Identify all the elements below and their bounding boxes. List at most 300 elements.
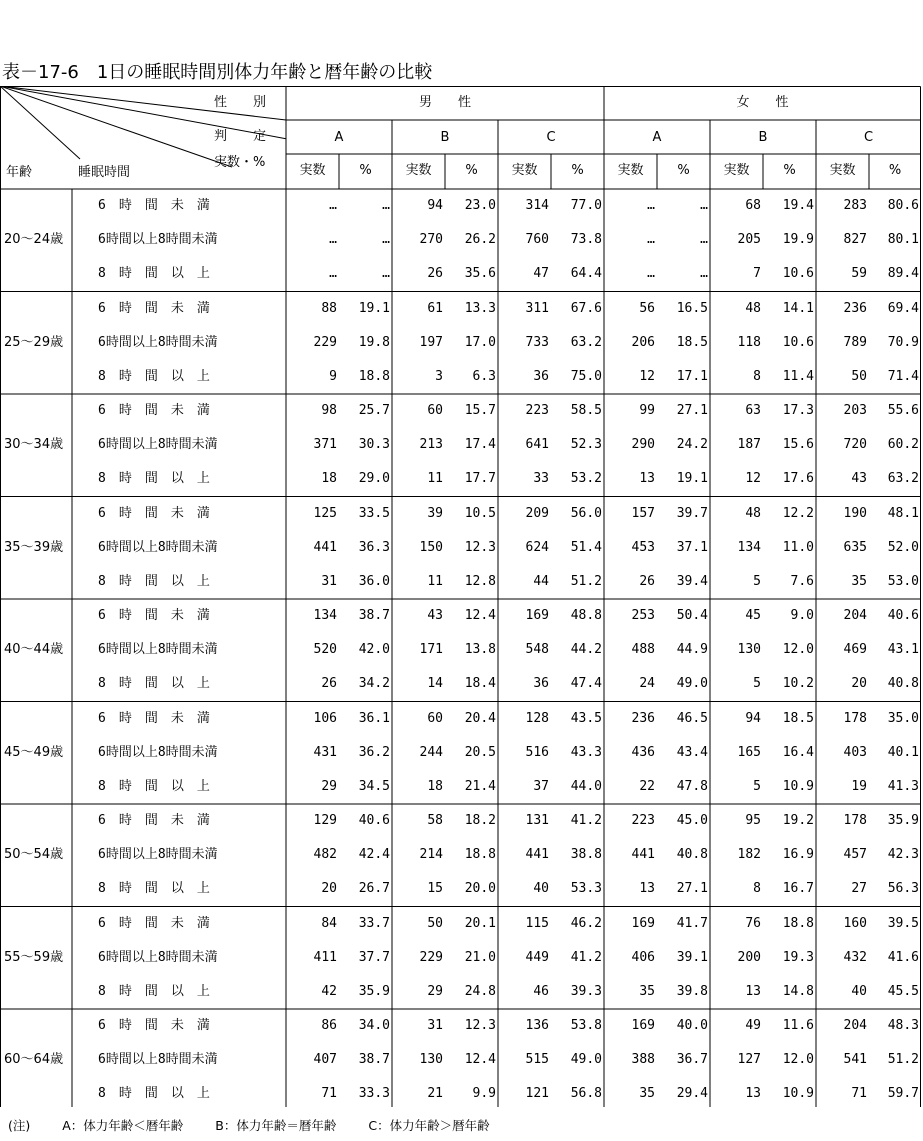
table-cell: 41.3 xyxy=(887,778,919,794)
table-cell: 13 xyxy=(639,471,655,487)
table-cell: 733 xyxy=(525,334,549,350)
header-grade: A xyxy=(334,130,344,145)
table-cell: 641 xyxy=(525,437,549,453)
header-judge-label: 判 定 xyxy=(214,129,267,144)
sleep-category-label: 6時間以上8時間未満 xyxy=(98,1052,218,1068)
table-cell: 16.4 xyxy=(782,744,814,760)
table-cell: 71 xyxy=(321,1086,337,1102)
table-cell: 19.3 xyxy=(782,949,814,965)
table-cell: 68 xyxy=(745,198,761,214)
table-cell: 40.1 xyxy=(887,744,919,760)
table-cell: 40.0 xyxy=(676,1018,708,1034)
table-cell: 200 xyxy=(737,949,761,965)
table-cell: 35.0 xyxy=(887,710,919,726)
table-cell: 35.6 xyxy=(464,266,496,282)
table-cell: 43 xyxy=(427,608,443,624)
table-cell: 131 xyxy=(525,813,549,829)
table-cell: 127 xyxy=(737,1052,761,1068)
table-note xyxy=(8,1116,518,1134)
table-cell: 106 xyxy=(313,710,337,726)
table-cell: 5 xyxy=(753,778,761,794)
table-cell: 827 xyxy=(843,232,867,248)
note-label: (注) xyxy=(8,1118,31,1133)
sleep-category-label: 6時間以上8時間未満 xyxy=(98,232,218,248)
table-cell: 9.9 xyxy=(472,1086,496,1102)
table-cell: 49.0 xyxy=(570,1052,602,1068)
table-cell: 197 xyxy=(419,334,443,350)
sleep-category-label: 6 時 間 未 満 xyxy=(98,403,210,419)
sleep-category-label: 6 時 間 未 満 xyxy=(98,813,210,829)
table-cell: 30.3 xyxy=(358,437,390,453)
table-cell: 37.7 xyxy=(358,949,390,965)
table-cell: 67.6 xyxy=(570,300,602,316)
header-count-col: 実数 xyxy=(829,163,856,178)
table-cell: 36.2 xyxy=(358,744,390,760)
table-cell: 7.6 xyxy=(790,573,814,589)
table-cell: 11.0 xyxy=(782,539,814,555)
table-cell: 136 xyxy=(525,1018,549,1034)
table-cell: 21.0 xyxy=(464,949,496,965)
table-cell: 431 xyxy=(313,744,337,760)
table-cell: … xyxy=(329,232,337,248)
age-group-label: 55～59歳 xyxy=(4,949,64,965)
table-cell: 432 xyxy=(843,949,867,965)
table-cell: 371 xyxy=(313,437,337,453)
table-cell: 5 xyxy=(753,676,761,692)
header-pct-col: % xyxy=(888,163,902,178)
table-cell: 11.6 xyxy=(782,1018,814,1034)
table-cell: 76 xyxy=(745,915,761,931)
table-cell: 160 xyxy=(843,915,867,931)
table-cell: 86 xyxy=(321,1018,337,1034)
table-cell: 20.4 xyxy=(464,710,496,726)
table-cell: … xyxy=(382,198,390,214)
table-cell: 214 xyxy=(419,847,443,863)
table-cell: 157 xyxy=(631,505,655,521)
table-cell: 40.6 xyxy=(887,608,919,624)
table-cell: 9.0 xyxy=(790,608,814,624)
header-age-label: 年齢 xyxy=(6,165,33,180)
table-cell: 27 xyxy=(851,881,867,897)
table-cell: … xyxy=(647,266,655,282)
table-cell: 548 xyxy=(525,642,549,658)
table-cell: 63.2 xyxy=(570,334,602,350)
table-cell: … xyxy=(700,266,708,282)
table-cell: 41.2 xyxy=(570,949,602,965)
table-cell: 10.2 xyxy=(782,676,814,692)
table-cell: 436 xyxy=(631,744,655,760)
table-cell: 64.4 xyxy=(570,266,602,282)
table-cell: 457 xyxy=(843,847,867,863)
table-cell: 236 xyxy=(843,300,867,316)
table-cell: 150 xyxy=(419,539,443,555)
table-cell: 51.4 xyxy=(570,539,602,555)
table-cell: 94 xyxy=(427,198,443,214)
table-cell: 15 xyxy=(427,881,443,897)
table-cell: 71.4 xyxy=(887,368,919,384)
table-cell: 44 xyxy=(533,573,549,589)
table-cell: 13.8 xyxy=(464,642,496,658)
table-cell: 14.1 xyxy=(782,300,814,316)
table-cell: 14.8 xyxy=(782,983,814,999)
table-cell: … xyxy=(329,266,337,282)
sleep-category-label: 6時間以上8時間未満 xyxy=(98,334,218,350)
table-cell: 204 xyxy=(843,608,867,624)
table-cell: 52.0 xyxy=(887,539,919,555)
header-grade: C xyxy=(546,130,556,145)
table-cell: 25.7 xyxy=(358,403,390,419)
table-cell: 311 xyxy=(525,300,549,316)
sleep-category-label: 8 時 間 以 上 xyxy=(98,778,210,794)
table-cell: 15.6 xyxy=(782,437,814,453)
table-cell: 6.3 xyxy=(472,368,496,384)
table-cell: 24.2 xyxy=(676,437,708,453)
table-cell: 94 xyxy=(745,710,761,726)
table-cell: 635 xyxy=(843,539,867,555)
table-cell: 17.6 xyxy=(782,471,814,487)
table-cell: 44.2 xyxy=(570,642,602,658)
header-grade: B xyxy=(440,130,450,145)
table-cell: 44.9 xyxy=(676,642,708,658)
header-grade: B xyxy=(758,130,768,145)
table-cell: 130 xyxy=(419,1052,443,1068)
sleep-category-label: 8 時 間 以 上 xyxy=(98,266,210,282)
table-cell: 516 xyxy=(525,744,549,760)
table-cell: 18.8 xyxy=(782,915,814,931)
table-cell: 171 xyxy=(419,642,443,658)
table-cell: 205 xyxy=(737,232,761,248)
data-table xyxy=(0,86,921,1107)
table-cell: 40.8 xyxy=(676,847,708,863)
table-cell: 69.4 xyxy=(887,300,919,316)
table-cell: 9 xyxy=(329,368,337,384)
table-cell: 26 xyxy=(427,266,443,282)
table-cell: 223 xyxy=(525,403,549,419)
table-cell: 43 xyxy=(851,471,867,487)
table-cell: 20 xyxy=(321,881,337,897)
table-cell: 203 xyxy=(843,403,867,419)
table-cell: 60.2 xyxy=(887,437,919,453)
table-cell: 169 xyxy=(525,608,549,624)
header-grade: C xyxy=(863,130,874,145)
table-cell: 290 xyxy=(631,437,655,453)
table-cell: 36.7 xyxy=(676,1052,708,1068)
table-cell: 80.1 xyxy=(887,232,919,248)
table-cell: 115 xyxy=(525,915,549,931)
table-cell: 80.6 xyxy=(887,198,919,214)
table-cell: 206 xyxy=(631,334,655,350)
table-cell: 23.0 xyxy=(464,198,496,214)
table-cell: 15.7 xyxy=(464,403,496,419)
table-cell: 624 xyxy=(525,539,549,555)
table-cell: 12.4 xyxy=(464,608,496,624)
table-cell: 36.1 xyxy=(358,710,390,726)
table-cell: 36.0 xyxy=(358,573,390,589)
sleep-category-label: 8 時 間 以 上 xyxy=(98,573,210,589)
table-cell: 441 xyxy=(525,847,549,863)
table-cell: 720 xyxy=(843,437,867,453)
table-cell: 236 xyxy=(631,710,655,726)
table-cell: 13 xyxy=(639,881,655,897)
sleep-category-label: 6 時 間 未 満 xyxy=(98,1018,210,1034)
table-cell: 37 xyxy=(533,778,549,794)
table-cell: 53.0 xyxy=(887,573,919,589)
table-cell: 18.4 xyxy=(464,676,496,692)
table-cell: 29.4 xyxy=(676,1086,708,1102)
table-cell: 209 xyxy=(525,505,549,521)
header-count-label: 実数・% xyxy=(214,155,266,170)
table-cell: 33.7 xyxy=(358,915,390,931)
table-cell: 33.3 xyxy=(358,1086,390,1102)
table-cell: … xyxy=(329,198,337,214)
table-cell: 253 xyxy=(631,608,655,624)
table-cell: 46.5 xyxy=(676,710,708,726)
table-cell: 26.2 xyxy=(464,232,496,248)
sleep-category-label: 6 時 間 未 満 xyxy=(98,710,210,726)
table-cell: 34.2 xyxy=(358,676,390,692)
table-cell: 488 xyxy=(631,642,655,658)
table-cell: 48.1 xyxy=(887,505,919,521)
table-cell: 187 xyxy=(737,437,761,453)
header-sleep-label: 睡眠時間 xyxy=(78,165,131,180)
note-b: B：体力年齢＝暦年齢 xyxy=(215,1118,337,1133)
table-cell: 48.8 xyxy=(570,608,602,624)
table-cell: 441 xyxy=(631,847,655,863)
table-cell: 35 xyxy=(639,1086,655,1102)
table-cell: 29 xyxy=(427,983,443,999)
table-cell: 20.5 xyxy=(464,744,496,760)
table-cell: 39 xyxy=(427,505,443,521)
table-cell: 44.0 xyxy=(570,778,602,794)
table-cell: 134 xyxy=(737,539,761,555)
sleep-category-label: 6時間以上8時間未満 xyxy=(98,847,218,863)
table-cell: 56.3 xyxy=(887,881,919,897)
table-cell: 17.4 xyxy=(464,437,496,453)
table-cell: … xyxy=(382,266,390,282)
table-cell: 55.6 xyxy=(887,403,919,419)
table-cell: 118 xyxy=(737,334,761,350)
table-cell: 34.5 xyxy=(358,778,390,794)
table-cell: 47 xyxy=(533,266,549,282)
sleep-category-label: 6時間以上8時間未満 xyxy=(98,437,218,453)
table-cell: … xyxy=(700,232,708,248)
table-cell: 20.0 xyxy=(464,881,496,897)
table-cell: 178 xyxy=(843,813,867,829)
table-cell: 29.0 xyxy=(358,471,390,487)
table-cell: 18.5 xyxy=(782,710,814,726)
table-cell: 60 xyxy=(427,403,443,419)
table-cell: 56.0 xyxy=(570,505,602,521)
table-cell: 29 xyxy=(321,778,337,794)
table-cell: 56.8 xyxy=(570,1086,602,1102)
table-cell: 18 xyxy=(321,471,337,487)
table-cell: 98 xyxy=(321,403,337,419)
table-cell: 43.4 xyxy=(676,744,708,760)
table-cell: … xyxy=(382,232,390,248)
table-cell: 21.4 xyxy=(464,778,496,794)
table-cell: 46 xyxy=(533,983,549,999)
table-cell: 128 xyxy=(525,710,549,726)
sleep-category-label: 8 時 間 以 上 xyxy=(98,676,210,692)
table-cell: 45.0 xyxy=(676,813,708,829)
table-cell: 89.4 xyxy=(887,266,919,282)
table-cell: 51.2 xyxy=(887,1052,919,1068)
table-cell: 53.3 xyxy=(570,881,602,897)
table-cell: 12.8 xyxy=(464,573,496,589)
sleep-category-label: 8 時 間 以 上 xyxy=(98,881,210,897)
table-cell: 20.1 xyxy=(464,915,496,931)
table-cell: 50 xyxy=(427,915,443,931)
table-cell: 19.9 xyxy=(782,232,814,248)
sleep-category-label: 6時間以上8時間未満 xyxy=(98,642,218,658)
table-cell: 204 xyxy=(843,1018,867,1034)
table-cell: 165 xyxy=(737,744,761,760)
table-cell: 129 xyxy=(313,813,337,829)
table-cell: 453 xyxy=(631,539,655,555)
table-cell: 39.1 xyxy=(676,949,708,965)
table-cell: 223 xyxy=(631,813,655,829)
note-c: C：体力年齢＞暦年齢 xyxy=(368,1118,490,1133)
table-cell: 48 xyxy=(745,300,761,316)
sleep-category-label: 6時間以上8時間未満 xyxy=(98,539,218,555)
table-cell: 51.2 xyxy=(570,573,602,589)
table-cell: 10.5 xyxy=(464,505,496,521)
header-grade: A xyxy=(652,130,662,145)
table-cell: 10.9 xyxy=(782,1086,814,1102)
table-cell: 49 xyxy=(745,1018,761,1034)
table-cell: 229 xyxy=(419,949,443,965)
header-pct-col: % xyxy=(571,163,584,178)
table-cell: 26 xyxy=(639,573,655,589)
table-cell: 760 xyxy=(525,232,549,248)
header-pct-col: % xyxy=(465,163,478,178)
table-cell: 130 xyxy=(737,642,761,658)
header-count-col: 実数 xyxy=(723,163,750,178)
table-cell: 31 xyxy=(321,573,337,589)
table-cell: 482 xyxy=(313,847,337,863)
table-cell: 12 xyxy=(639,368,655,384)
table-cell: 10.9 xyxy=(782,778,814,794)
table-cell: 169 xyxy=(631,915,655,931)
table-cell: 73.8 xyxy=(570,232,602,248)
sleep-category-label: 6 時 間 未 満 xyxy=(98,915,210,931)
table-cell: 213 xyxy=(419,437,443,453)
table-cell: 58 xyxy=(427,813,443,829)
table-cell: 10.6 xyxy=(782,334,814,350)
table-cell: 42 xyxy=(321,983,337,999)
table-cell: 41.2 xyxy=(570,813,602,829)
table-cell: 63.2 xyxy=(887,471,919,487)
table-cell: 469 xyxy=(843,642,867,658)
table-cell: 12.0 xyxy=(782,1052,814,1068)
table-cell: 12.2 xyxy=(782,505,814,521)
table-cell: 789 xyxy=(843,334,867,350)
table-cell: 125 xyxy=(313,505,337,521)
table-cell: 36 xyxy=(533,676,549,692)
table-cell: 42.4 xyxy=(358,847,390,863)
table-cell: 39.8 xyxy=(676,983,708,999)
table-cell: 33.5 xyxy=(358,505,390,521)
header-pct-col: % xyxy=(783,163,796,178)
table-cell: 169 xyxy=(631,1018,655,1034)
table-cell: 7 xyxy=(753,266,761,282)
table-cell: 134 xyxy=(313,608,337,624)
table-cell: 244 xyxy=(419,744,443,760)
table-cell: 99 xyxy=(639,403,655,419)
table-cell: 47.8 xyxy=(676,778,708,794)
table-cell: 411 xyxy=(313,949,337,965)
table-cell: 18.8 xyxy=(358,368,390,384)
table-cell: 403 xyxy=(843,744,867,760)
table-cell: 41.6 xyxy=(887,949,919,965)
header-count-col: 実数 xyxy=(405,163,432,178)
table-cell: 36 xyxy=(533,368,549,384)
table-cell: 441 xyxy=(313,539,337,555)
header-pct-col: % xyxy=(359,163,372,178)
table-cell: 27.1 xyxy=(676,881,708,897)
grid-line xyxy=(0,86,80,159)
table-cell: 38.8 xyxy=(570,847,602,863)
sleep-category-label: 8 時 間 以 上 xyxy=(98,983,210,999)
table-cell: 52.3 xyxy=(570,437,602,453)
table-cell: 19.4 xyxy=(782,198,814,214)
table-cell: 40.6 xyxy=(358,813,390,829)
table-cell: 17.7 xyxy=(464,471,496,487)
table-cell: 19.2 xyxy=(782,813,814,829)
table-cell: 59 xyxy=(851,266,867,282)
table-cell: 75.0 xyxy=(570,368,602,384)
table-cell: 26.7 xyxy=(358,881,390,897)
table-cell: 49.0 xyxy=(676,676,708,692)
header-count-col: 実数 xyxy=(511,163,538,178)
table-cell: 11.4 xyxy=(782,368,814,384)
table-cell: 22 xyxy=(639,778,655,794)
table-cell: 95 xyxy=(745,813,761,829)
age-group-label: 45～49歳 xyxy=(4,744,64,760)
table-cell: 27.1 xyxy=(676,403,708,419)
table-cell: 35 xyxy=(639,983,655,999)
header-female: 女 性 xyxy=(736,95,789,110)
table-cell: 407 xyxy=(313,1052,337,1068)
header-count-col: 実数 xyxy=(299,163,326,178)
table-cell: 12.4 xyxy=(464,1052,496,1068)
table-cell: 12.3 xyxy=(464,1018,496,1034)
sleep-category-label: 8 時 間 以 上 xyxy=(98,368,210,384)
table-cell: 35 xyxy=(851,573,867,589)
table-cell: 5 xyxy=(753,573,761,589)
table-cell: 38.7 xyxy=(358,1052,390,1068)
table-cell: 31 xyxy=(427,1018,443,1034)
sleep-category-label: 6時間以上8時間未満 xyxy=(98,949,218,965)
table-cell: 42.0 xyxy=(358,642,390,658)
table-cell: 45 xyxy=(745,608,761,624)
table-cell: 16.5 xyxy=(676,300,708,316)
age-group-label: 40～44歳 xyxy=(4,642,64,658)
table-cell: 18.2 xyxy=(464,813,496,829)
sleep-category-label: 8 時 間 以 上 xyxy=(98,471,210,487)
table-cell: 88 xyxy=(321,300,337,316)
table-cell: 13.3 xyxy=(464,300,496,316)
table-cell: 17.1 xyxy=(676,368,708,384)
header-pct-col: % xyxy=(677,163,690,178)
table-cell: 71 xyxy=(851,1086,867,1102)
sleep-category-label: 6 時 間 未 満 xyxy=(98,198,210,214)
sleep-category-label: 6 時 間 未 満 xyxy=(98,608,210,624)
table-cell: 36.3 xyxy=(358,539,390,555)
age-group-label: 50～54歳 xyxy=(4,847,64,863)
table-cell: 13 xyxy=(745,1086,761,1102)
table-cell: 182 xyxy=(737,847,761,863)
